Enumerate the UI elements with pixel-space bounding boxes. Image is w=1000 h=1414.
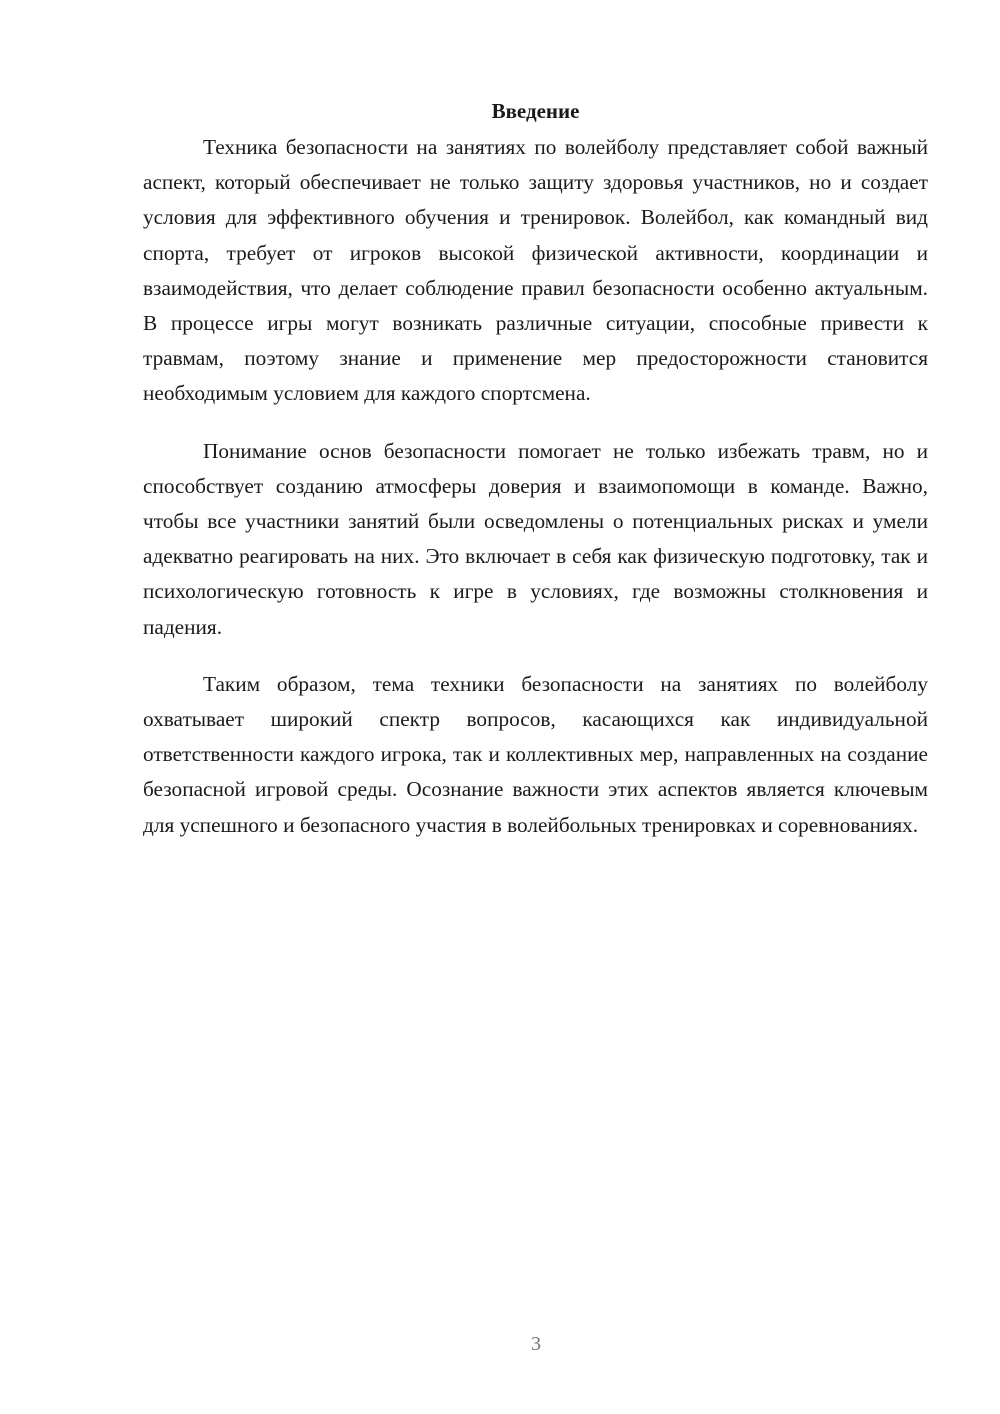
paragraph-3: Таким образом, тема техники безопасности на занятиях по волейболу охватывает широкий спектр вопросов, касающихся как индивидуальной ответственности каждого игрока, так и коллективных мер, направленных на создание безопасной игровой среды. Осознание важности этих аспектов является ключевым для успешного и безопасного участия в волейбольных тренировках и соревнованиях.	[143, 671, 928, 837]
page-content	[143, 96, 928, 865]
paragraph-1: Техника безопасности на занятиях по волейболу представляет собой важный аспект, который обеспечивает не только защиту здоровья участников, но и создает условия для эффективного обучения и тренировок. Волейбол, как командный вид спорта, требует от игроков высокой физической активности, координации и взаимодействия, что делает соблюдение правил безопасности особенно актуальным. В процессе игры могут возникать различные ситуации, способные привести к травмам, поэтому знание и применение мер предосторожности становится необходимым условием для каждого спортсмена.	[143, 135, 928, 406]
page-number: 3	[531, 1333, 541, 1355]
section-title: Введение	[491, 99, 580, 123]
paragraph-2: Понимание основ безопасности помогает не только избежать травм, но и способствует созданию атмосферы доверия и взаимопомощи в команде. Важно, чтобы все участники занятий были осведомлены о потенциальных рисках и умели адекватно реагировать на них. Это включает в себя как физическую подготовку, так и психологическую готовность к игре в условиях, где возможны столкновения и падения.	[143, 438, 928, 639]
